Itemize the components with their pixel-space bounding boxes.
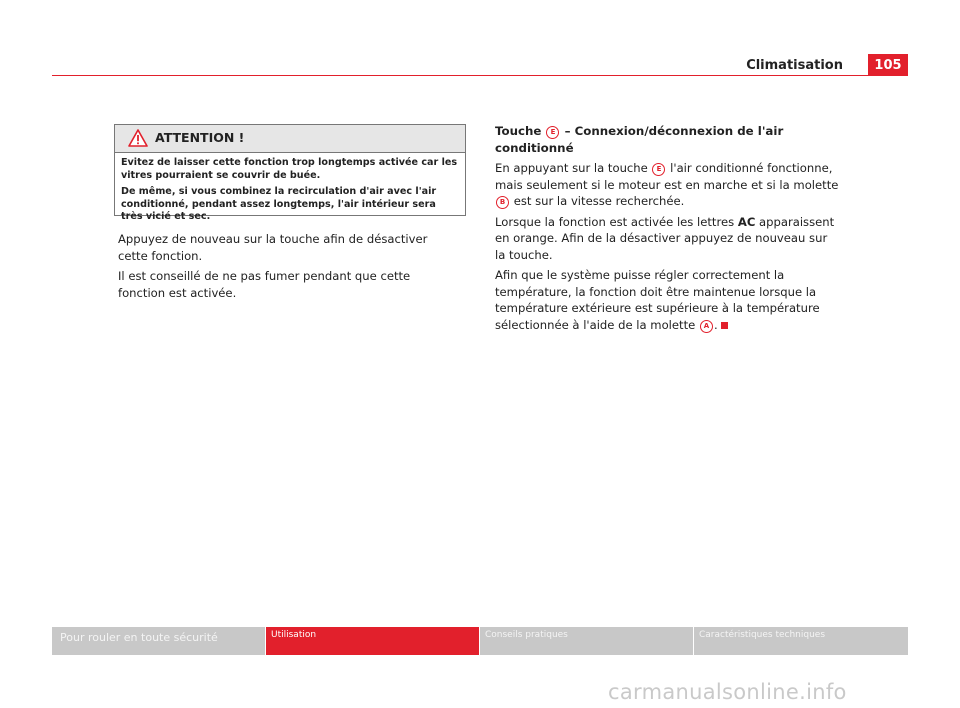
control-badge-e: E: [546, 126, 559, 139]
warning-triangle-icon: [128, 129, 148, 147]
body-paragraph: [495, 267, 840, 333]
body-paragraph: Appuyez de nouveau sur la touche afin de désactiver cette fonction.: [118, 232, 428, 263]
header-rule: [52, 75, 908, 76]
warning-box: [114, 124, 466, 223]
text-span: .: [713, 317, 718, 332]
control-badge-a: A: [700, 320, 713, 333]
warning-paragraph: De même, si vous combinez la recirculation d'air avec l'air conditionné, pendant assez longtemps, l'air intérieur sera très vicié et sec.: [121, 186, 437, 223]
warning-paragraph: Evitez de laisser cette fonction trop longtemps activée car les vitres pourraient se couvrir de buée.: [121, 157, 458, 181]
watermark: carmanualsonline.info: [608, 680, 847, 704]
control-badge-b: B: [496, 196, 509, 209]
warning-header: [115, 125, 465, 153]
tab-practical-tips[interactable]: Conseils pratiques: [480, 627, 694, 655]
text-span: l'air conditionné fonctionne, mais seulement si le moteur est en marche et si la molette: [495, 161, 839, 192]
text-span: Afin que le système puisse régler correctement la température, la fonction doit être maintenue lorsque la température extérieure est supérieure à la température sélectionnée à l'aide de la molette: [495, 268, 820, 332]
tab-safety[interactable]: Pour rouler en toute sécurité: [52, 627, 266, 655]
tab-utilisation[interactable]: Utilisation: [266, 627, 480, 655]
control-badge-e: E: [652, 163, 665, 176]
text-span: En appuyant sur la touche: [495, 161, 648, 175]
heading-prefix: Touche: [495, 124, 542, 138]
warning-title: ATTENTION !: [155, 130, 245, 145]
tab-technical-specs[interactable]: Caractéristiques techniques: [694, 627, 908, 655]
text-span: Lorsque la fonction est activée les lettres: [495, 214, 735, 229]
ac-label: AC: [737, 214, 756, 229]
heading-suffix: – Connexion/déconnexion de l'air conditionné: [495, 124, 784, 155]
subsection-heading: [495, 123, 840, 156]
text-span: apparaissent en orange. Afin de la désactiver appuyez de nouveau sur la touche.: [495, 214, 835, 262]
body-paragraph: [495, 214, 840, 264]
footer-tabs: [52, 627, 908, 655]
end-mark-icon: [721, 322, 728, 329]
body-paragraph: Il est conseillé de ne pas fumer pendant que cette fonction est activée.: [118, 269, 411, 300]
text-span: est sur la vitesse recherchée.: [513, 194, 685, 208]
section-title: Climatisation: [746, 58, 843, 73]
left-column: [118, 231, 458, 305]
right-column: [495, 123, 840, 337]
body-paragraph: [495, 160, 840, 210]
warning-body: [115, 153, 465, 224]
page-number: 105: [868, 54, 908, 76]
